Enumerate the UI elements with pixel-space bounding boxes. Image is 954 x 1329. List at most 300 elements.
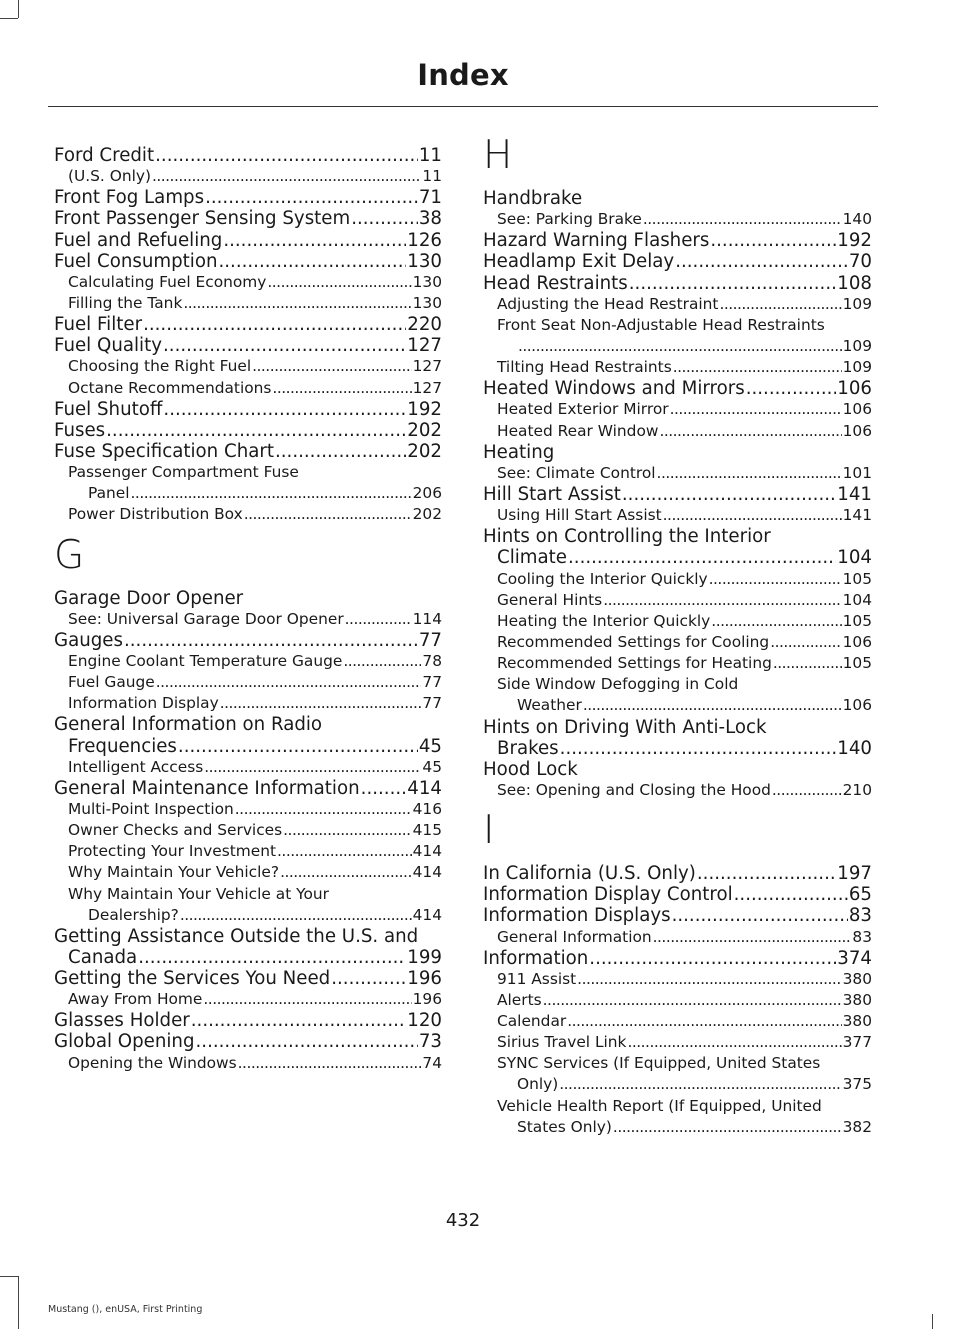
leader-dots: [746, 378, 837, 399]
leader-dots: [719, 294, 841, 315]
index-entry: [483, 230, 872, 251]
page-ref: 380: [842, 1012, 872, 1031]
entry-label: Owner Checks and Services: [68, 821, 283, 840]
index-subentry: [54, 504, 442, 525]
index-entry: [54, 230, 442, 251]
footer-text: Mustang (), enUSA, First Printing: [48, 1304, 203, 1315]
page-ref: 78: [422, 651, 442, 670]
index-entry: [483, 738, 872, 759]
page-ref: 101: [842, 463, 872, 482]
index-entry: [483, 905, 872, 926]
entry-label: Heating the Interior Quickly: [497, 611, 711, 630]
page-ref: 199: [407, 946, 442, 968]
leader-dots: [670, 399, 842, 420]
page-ref: 109: [842, 358, 872, 377]
leader-dots: [643, 209, 842, 230]
index-heading: Hints on Driving With Anti-Lock: [483, 716, 767, 738]
entry-label: Information Display Control: [483, 884, 733, 906]
index-subentry: [54, 989, 442, 1010]
index-entry: [54, 736, 442, 757]
index-entry: [483, 273, 872, 294]
index-entry: [483, 378, 872, 399]
entry-label: Frequencies: [68, 735, 177, 757]
page-ref: 196: [412, 990, 442, 1009]
index-entry: [54, 1010, 442, 1031]
entry-label: Fuel Gauge: [68, 673, 155, 692]
leader-dots: [659, 421, 841, 442]
leader-dots: [543, 990, 842, 1011]
page-ref: 11: [422, 167, 442, 186]
page-ref: 105: [842, 611, 872, 630]
crop-mark: [18, 0, 19, 18]
page-ref: 415: [412, 821, 442, 840]
index-subentry: [483, 421, 872, 442]
entry-label: Head Restraints: [483, 272, 628, 294]
leader-dots: [155, 145, 418, 166]
index-subentry: [54, 799, 442, 820]
entry-label: 911 Assist: [497, 969, 577, 988]
page-ref: 73: [418, 1031, 442, 1053]
leader-dots: [710, 230, 836, 251]
page-ref: 130: [407, 250, 442, 272]
index-subentry: [54, 1053, 442, 1074]
leader-dots: [178, 736, 418, 757]
entry-label: (U.S. Only): [68, 167, 151, 186]
leader-dots: [567, 1011, 841, 1032]
index-subheading: Passenger Compartment Fuse: [68, 463, 299, 482]
entry-label: Information Display: [68, 694, 219, 713]
leader-dots: [361, 778, 407, 799]
entry-label: Fuses: [54, 419, 106, 441]
leader-dots: [156, 672, 422, 693]
entry-label: Global Opening: [54, 1031, 195, 1053]
leader-dots: [220, 693, 422, 714]
page-ref: 141: [837, 483, 872, 505]
leader-dots: [560, 738, 837, 759]
entry-label: Panel: [88, 484, 130, 503]
index-subentry: [483, 969, 872, 990]
index-subentry: [483, 336, 872, 357]
leader-dots: [205, 187, 418, 208]
leader-dots: [734, 884, 848, 905]
index-subentry: [54, 757, 442, 778]
leader-dots: [252, 356, 411, 377]
index-entry: [54, 335, 442, 356]
entry-label: Hazard Warning Flashers: [483, 230, 710, 252]
page-ref: 140: [837, 737, 872, 759]
index-subentry: [483, 927, 872, 948]
leader-dots: [152, 166, 421, 187]
index-entry: [54, 441, 442, 462]
leader-dots: [663, 505, 842, 526]
entry-label: Intelligent Access: [68, 757, 204, 776]
page-ref: 105: [842, 654, 872, 673]
page-ref: 108: [837, 272, 872, 294]
page-ref: 414: [412, 842, 442, 861]
index-heading: Hood Lock: [483, 758, 578, 780]
leader-dots: [675, 251, 848, 272]
page-ref: 140: [842, 210, 872, 229]
index-entry: [483, 863, 872, 884]
leader-dots: [773, 653, 842, 674]
leader-dots: [180, 905, 412, 926]
index-entry: [54, 314, 442, 335]
leader-dots: [280, 862, 412, 883]
index-subentry: [54, 378, 442, 399]
page-ref: 126: [407, 229, 442, 251]
leader-dots: [138, 947, 406, 968]
entry-label: Climate: [497, 547, 567, 569]
index-heading: Garage Door Opener: [54, 587, 244, 609]
page-ref: 220: [407, 314, 442, 336]
leader-dots: [345, 609, 412, 630]
leader-dots: [583, 695, 842, 716]
leader-dots: [772, 780, 842, 801]
index-subentry: [54, 609, 442, 630]
index-entry: [54, 778, 442, 799]
index-entry: [54, 420, 442, 441]
leader-dots: [577, 969, 841, 990]
leader-dots: [277, 841, 412, 862]
page-ref: 130: [412, 272, 442, 291]
index-subentry: [54, 905, 442, 926]
index-subentry: [483, 590, 872, 611]
page-ref: 382: [842, 1117, 872, 1136]
page-ref: 192: [837, 230, 872, 252]
index-entry: [54, 399, 442, 420]
index-entry: [54, 968, 442, 989]
page-ref: 130: [412, 293, 442, 312]
page-ref: 202: [407, 440, 442, 462]
page-ref: 45: [422, 757, 442, 776]
page-number: 432: [445, 1210, 481, 1231]
entry-label: Hill Start Assist: [483, 483, 621, 505]
entry-label: Heated Exterior Mirror: [497, 400, 669, 419]
leader-dots: [204, 757, 421, 778]
entry-label: See: Climate Control: [497, 463, 656, 482]
page-ref: 197: [837, 863, 872, 885]
leader-dots: [629, 273, 837, 294]
index-entry: [54, 251, 442, 272]
entry-label: Away From Home: [68, 990, 203, 1009]
leader-dots: [613, 1117, 842, 1138]
entry-label: See: Parking Brake: [497, 210, 642, 229]
page-ref: 206: [412, 484, 442, 503]
index-subheading: Front Seat Non-Adjustable Head Restraints: [497, 315, 825, 334]
leader-dots: [235, 799, 412, 820]
leader-dots: [203, 989, 411, 1010]
entry-label: Octane Recommendations: [68, 378, 272, 397]
index-subentry: [483, 463, 872, 484]
index-subheading: Vehicle Health Report (If Equipped, United: [497, 1096, 822, 1115]
leader-dots: [238, 1053, 422, 1074]
entry-label: Getting the Services You Need: [54, 968, 331, 990]
entry-label: Information Displays: [483, 905, 671, 927]
entry-label: Recommended Settings for Heating: [497, 654, 772, 673]
index-subentry: [54, 293, 442, 314]
entry-label: Recommended Settings for Cooling: [497, 632, 770, 651]
index-subentry: [483, 1011, 872, 1032]
index-subheading: Why Maintain Your Vehicle at Your: [68, 884, 329, 903]
index-subheading: Side Window Defogging in Cold: [497, 675, 739, 694]
section-letter: H: [483, 133, 513, 178]
leader-dots: [518, 336, 842, 357]
page-ref: 414: [407, 777, 442, 799]
entry-label: Heated Windows and Mirrors: [483, 378, 745, 400]
leader-dots: [218, 251, 406, 272]
index-subentry: [54, 651, 442, 672]
entry-label: Using Hill Start Assist: [497, 506, 662, 525]
leader-dots: [183, 293, 411, 314]
leader-dots: [131, 483, 412, 504]
page-ref: 416: [412, 799, 442, 818]
title-divider: [48, 106, 878, 107]
leader-dots: [589, 948, 836, 969]
leader-dots: [697, 863, 836, 884]
page-ref: 83: [852, 927, 872, 946]
page-ref: 377: [842, 1033, 872, 1052]
leader-dots: [275, 441, 406, 462]
index-subentry: [483, 695, 872, 716]
index-subheading: SYNC Services (If Equipped, United States: [497, 1054, 821, 1073]
page-ref: 74: [422, 1053, 442, 1072]
index-heading: Heating: [483, 441, 555, 463]
entry-label: See: Opening and Closing the Hood: [497, 780, 771, 799]
page-ref: 127: [407, 335, 442, 357]
index-subentry: [483, 399, 872, 420]
page-ref: 83: [848, 905, 872, 927]
entry-label: Headlamp Exit Delay: [483, 251, 675, 273]
leader-dots: [272, 378, 411, 399]
index-entry: [483, 251, 872, 272]
index-subentry: [54, 672, 442, 693]
section-letter: I: [483, 808, 495, 854]
entry-label: See: Universal Garage Door Opener: [68, 609, 344, 628]
crop-mark: [0, 1276, 18, 1277]
page-ref: 106: [842, 696, 872, 715]
index-subentry: [483, 990, 872, 1011]
page-ref: 65: [848, 884, 872, 906]
leader-dots: [673, 357, 842, 378]
leader-dots: [267, 272, 411, 293]
page-ref: 71: [418, 187, 442, 209]
index-subentry: [483, 1074, 872, 1095]
entry-label: Fuel Quality: [54, 335, 163, 357]
leader-dots: [568, 547, 836, 568]
index-column-right: [483, 133, 872, 1138]
page-ref: 192: [407, 398, 442, 420]
entry-label: Power Distribution Box: [68, 505, 243, 524]
page-ref: 106: [842, 400, 872, 419]
page-ref: 77: [422, 673, 442, 692]
page-ref: 380: [842, 990, 872, 1009]
section-letter: G: [54, 532, 85, 578]
page-ref: 196: [407, 968, 442, 990]
page-ref: 120: [407, 1010, 442, 1032]
page-ref: 77: [418, 629, 442, 651]
leader-dots: [559, 1074, 841, 1095]
leader-dots: [672, 905, 848, 926]
page-ref: 414: [412, 905, 442, 924]
page-ref: 375: [842, 1075, 872, 1094]
index-entry: [483, 484, 872, 505]
entry-label: Front Passenger Sensing System: [54, 208, 351, 230]
leader-dots: [163, 335, 406, 356]
entry-label: General Hints: [497, 590, 603, 609]
index-subentry: [54, 693, 442, 714]
page-ref: 109: [842, 336, 872, 355]
page-ref: 104: [837, 547, 872, 569]
leader-dots: [331, 968, 406, 989]
index-column-left: [54, 145, 442, 1074]
entry-label: Opening the Windows: [68, 1053, 237, 1072]
index-subentry: [54, 272, 442, 293]
leader-dots: [603, 590, 841, 611]
entry-label: In California (U.S. Only): [483, 863, 696, 885]
index-subentry: [483, 632, 872, 653]
page-ref: 104: [842, 590, 872, 609]
index-heading: Getting Assistance Outside the U.S. and: [54, 925, 419, 947]
index-subentry: [483, 357, 872, 378]
page-ref: 414: [412, 863, 442, 882]
crop-mark: [0, 18, 18, 19]
page-ref: 11: [418, 145, 442, 166]
index-subentry: [483, 1117, 872, 1138]
page-ref: 374: [837, 947, 872, 969]
entry-label: Fuel and Refueling: [54, 229, 223, 251]
leader-dots: [657, 463, 842, 484]
crop-mark: [18, 1276, 19, 1329]
page-ref: 77: [422, 694, 442, 713]
leader-dots: [124, 630, 418, 651]
index-entry: [54, 630, 442, 651]
entry-label: States Only): [517, 1117, 612, 1136]
entry-label: Adjusting the Head Restraint: [497, 294, 719, 313]
index-heading: General Information on Radio: [54, 714, 323, 736]
page-ref: 70: [848, 251, 872, 273]
entry-label: Alerts: [497, 990, 542, 1009]
index-subentry: [54, 483, 442, 504]
entry-label: Brakes: [497, 737, 559, 759]
page-ref: 109: [842, 294, 872, 313]
entry-label: Fuel Shutoff: [54, 398, 163, 420]
entry-label: Filling the Tank: [68, 293, 183, 312]
index-subentry: [483, 611, 872, 632]
entry-label: Cooling the Interior Quickly: [497, 569, 708, 588]
leader-dots: [622, 484, 836, 505]
leader-dots: [653, 927, 852, 948]
index-entry: [483, 948, 872, 969]
entry-label: Front Fog Lamps: [54, 187, 205, 209]
leader-dots: [143, 314, 406, 335]
entry-label: Gauges: [54, 629, 123, 651]
leader-dots: [343, 651, 421, 672]
page-ref: 38: [418, 208, 442, 230]
index-subentry: [54, 820, 442, 841]
leader-dots: [770, 632, 841, 653]
index-subentry: [483, 294, 872, 315]
index-entry: [483, 884, 872, 905]
index-subentry: [483, 1032, 872, 1053]
page-ref: 127: [412, 378, 442, 397]
entry-label: Fuel Filter: [54, 314, 143, 336]
entry-label: General Information: [497, 927, 652, 946]
entry-label: Dealership?: [88, 905, 179, 924]
entry-label: Information: [483, 947, 589, 969]
index-subentry: [54, 356, 442, 377]
leader-dots: [709, 569, 842, 590]
entry-label: Heated Rear Window: [497, 421, 659, 440]
entry-label: Calculating Fuel Economy: [68, 272, 267, 291]
index-subentry: [483, 653, 872, 674]
page-title: Index: [417, 58, 509, 92]
page-ref: 114: [412, 609, 442, 628]
entry-label: Fuel Consumption: [54, 250, 218, 272]
page-ref: 106: [837, 378, 872, 400]
page-ref: 106: [842, 421, 872, 440]
entry-label: Only): [517, 1075, 559, 1094]
index-subentry: [483, 780, 872, 801]
entry-label: Sirius Travel Link: [497, 1033, 627, 1052]
entry-label: Glasses Holder: [54, 1010, 190, 1032]
entry-label: Multi-Point Inspection: [68, 799, 234, 818]
index-entry: [483, 547, 872, 568]
entry-label: Calendar: [497, 1012, 567, 1031]
entry-label: Ford Credit: [54, 145, 155, 166]
leader-dots: [711, 611, 841, 632]
entry-label: Tilting Head Restraints: [497, 358, 672, 377]
entry-label: Protecting Your Investment: [68, 842, 277, 861]
entry-label: General Maintenance Information: [54, 777, 360, 799]
page-ref: 202: [412, 505, 442, 524]
page-ref: 127: [412, 357, 442, 376]
page-ref: 141: [842, 506, 872, 525]
leader-dots: [163, 399, 406, 420]
leader-dots: [223, 230, 406, 251]
page-ref: 105: [842, 569, 872, 588]
page-ref: 380: [842, 969, 872, 988]
index-entry: [54, 208, 442, 229]
index-heading: Handbrake: [483, 188, 583, 209]
entry-label: Why Maintain Your Vehicle?: [68, 863, 280, 882]
index-subentry: [483, 569, 872, 590]
index-subentry: [483, 209, 872, 230]
index-entry: [54, 947, 442, 968]
leader-dots: [627, 1032, 841, 1053]
index-entry: [54, 187, 442, 208]
index-subentry: [483, 505, 872, 526]
page-ref: 202: [407, 419, 442, 441]
leader-dots: [191, 1010, 407, 1031]
crop-mark: [932, 1314, 933, 1329]
entry-label: Fuse Specification Chart: [54, 440, 274, 462]
page-ref: 106: [842, 632, 872, 651]
entry-label: Weather: [517, 696, 582, 715]
index-entry: [54, 145, 442, 166]
leader-dots: [351, 208, 418, 229]
entry-label: Engine Coolant Temperature Gauge: [68, 651, 343, 670]
index-entry: [54, 1031, 442, 1052]
leader-dots: [106, 420, 406, 441]
index-subentry: [54, 166, 442, 187]
page-ref: 210: [842, 780, 872, 799]
leader-dots: [283, 820, 411, 841]
entry-label: Choosing the Right Fuel: [68, 357, 252, 376]
entry-label: Canada: [68, 946, 138, 968]
index-subentry: [54, 862, 442, 883]
leader-dots: [196, 1031, 418, 1052]
index-heading: Hints on Controlling the Interior: [483, 526, 771, 548]
